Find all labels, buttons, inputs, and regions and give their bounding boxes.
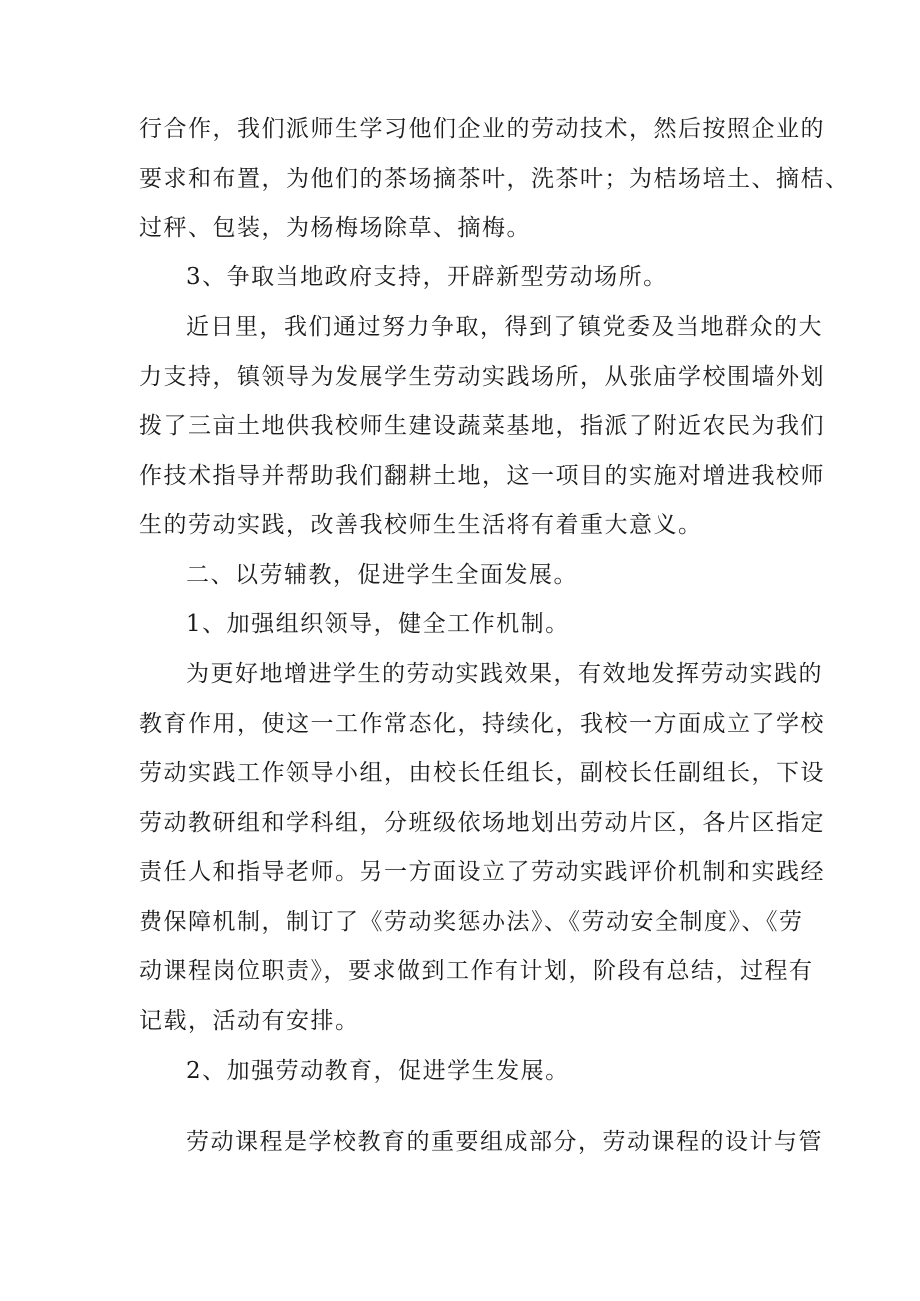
text-line: 教育作用，使这一工作常态化，持续化，我校一方面成立了学校	[139, 711, 825, 737]
text-line: 劳动教研组和学科组，分班级依场地划出劳动片区，各片区指定	[139, 810, 825, 836]
text-line: 记载，活动有安排。	[139, 1008, 360, 1034]
text-line: 费保障机制，制订了《劳动奖惩办法》、《劳动安全制度》、《劳	[139, 909, 804, 935]
section-heading: 2、加强劳动教育，促进学生发展。	[186, 1058, 570, 1084]
text-line: 行合作，我们派师生学习他们企业的劳动技术，然后按照企业的	[139, 116, 825, 142]
section-heading: 1、加强组织领导，健全工作机制。	[186, 611, 570, 637]
text-line: 力支持，镇领导为发展学生劳动实践场所，从张庙学校围墙外划	[139, 364, 825, 390]
text-line: 作技术指导并帮助我们翻耕土地，这一项目的实施对增进我校师	[139, 463, 825, 489]
text-line: 近日里，我们通过努力争取，得到了镇党委及当地群众的大	[186, 314, 823, 340]
text-line: 责任人和指导老师。另一方面设立了劳动实践评价机制和实践经	[139, 859, 825, 885]
text-line: 劳动实践工作领导小组，由校长任组长，副校长任副组长，下设	[139, 760, 825, 786]
section-heading: 二、以劳辅教，促进学生全面发展。	[186, 562, 578, 588]
text-line: 生的劳动实践，改善我校师生生活将有着重大意义。	[139, 512, 703, 538]
text-line: 动课程岗位职责》，要求做到工作有计划，阶段有总结，过程有	[139, 958, 814, 984]
text-line: 拨了三亩土地供我校师生建设蔬菜基地，指派了附近农民为我们	[139, 413, 825, 439]
text-line: 过秤、包装，为杨梅场除草、摘梅。	[139, 215, 531, 241]
text-line: 劳动课程是学校教育的重要组成部分，劳动课程的设计与管	[186, 1129, 823, 1155]
text-line: 要求和布置，为他们的茶场摘茶叶，洗茶叶；为桔场培土、摘桔、	[139, 166, 850, 192]
section-heading: 3、争取当地政府支持，开辟新型劳动场所。	[186, 264, 668, 290]
text-line: 为更好地增进学生的劳动实践效果，有效地发挥劳动实践的	[186, 661, 823, 687]
